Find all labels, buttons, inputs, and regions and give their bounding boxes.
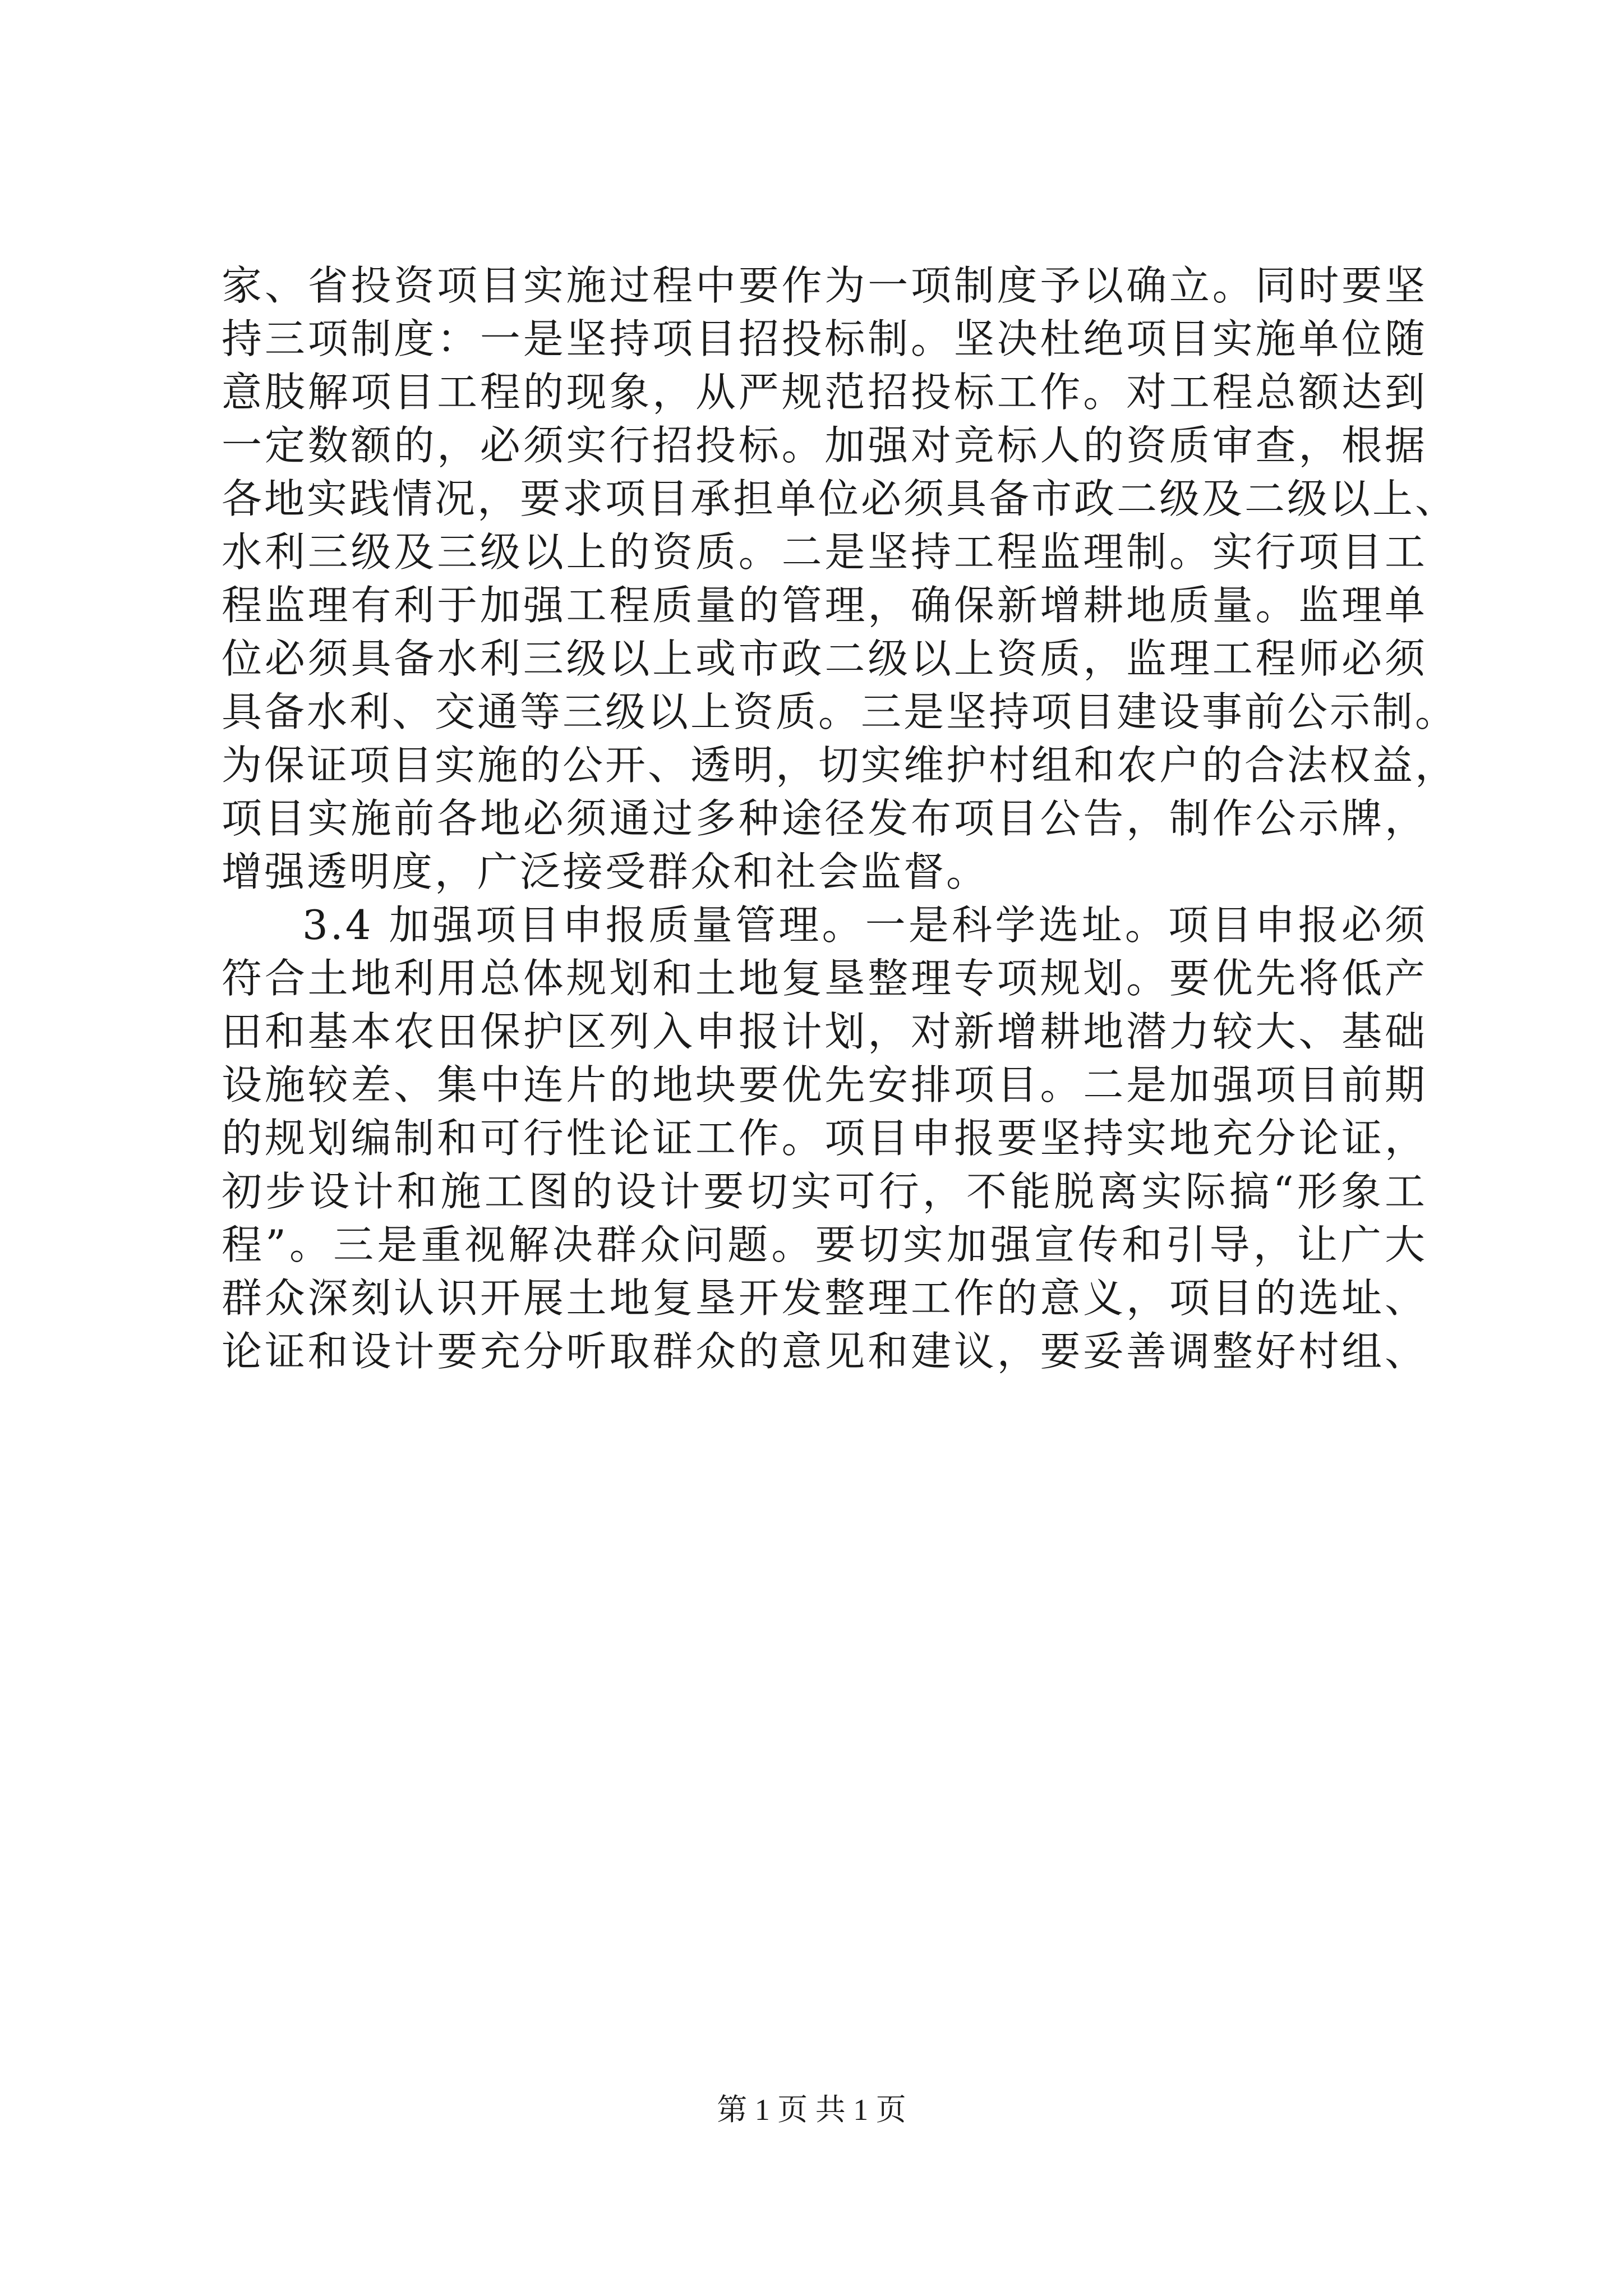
paragraph-1-line-8: 位必须具备水利三级以上或市政二级以上资质，监理工程师必须 <box>222 635 1427 682</box>
paragraph-2-line-9: 论证和设计要充分听取群众的意见和建议，要妥善调整好村组、 <box>222 1328 1427 1375</box>
paragraph-2-line-6: 初步设计和施工图的设计要切实可行，不能脱离实际搞“形象工 <box>222 1168 1427 1215</box>
paragraph-1-line-2: 持三项制度：一是坚持项目招投标制。坚决杜绝项目实施单位随 <box>222 315 1427 362</box>
paragraph-2-line-8: 群众深刻认识开展土地复垦开发整理工作的意义，项目的选址、 <box>222 1274 1427 1322</box>
paragraph-2-line-5: 的规划编制和可行性论证工作。项目申报要坚持实地充分论证， <box>222 1115 1427 1162</box>
paragraph-2-line-1: 3.4 加强项目申报质量管理。一是科学选址。项目申报必须 <box>302 901 1427 949</box>
paragraph-2-line-4: 设施较差、集中连片的地块要优先安排项目。二是加强项目前期 <box>222 1061 1427 1108</box>
paragraph-1-line-4: 一定数额的，必须实行招投标。加强对竞标人的资质审查，根据 <box>222 422 1427 469</box>
paragraph-1-line-9: 具备水利、交通等三级以上资质。三是坚持项目建设事前公示制。 <box>222 688 1458 735</box>
page-number-indicator: 第 1 页 共 1 页 <box>717 2093 906 2127</box>
page-footer <box>0 2090 1623 2129</box>
paragraph-2-line-7: 程”。三是重视解决群众问题。要切实加强宣传和引导，让广大 <box>222 1221 1427 1268</box>
paragraph-2-line-2: 符合土地利用总体规划和土地复垦整理专项规划。要优先将低产 <box>222 955 1427 1002</box>
paragraph-1-line-11: 项目实施前各地必须通过多种途径发布项目公告，制作公示牌， <box>222 795 1427 842</box>
document-body <box>222 259 1458 1378</box>
paragraph-1-line-7: 程监理有利于加强工程质量的管理，确保新增耕地质量。监理单 <box>222 582 1427 629</box>
paragraph-2-line-3: 田和基本农田保护区列入申报计划，对新增耕地潜力较大、基础 <box>222 1008 1427 1055</box>
paragraph-1-line-10: 为保证项目实施的公开、透明，切实维护村组和农户的合法权益， <box>222 742 1458 789</box>
paragraph-1-line-3: 意肢解项目工程的现象，从严规范招投标工作。对工程总额达到 <box>222 369 1427 416</box>
paragraph-1-line-6: 水利三级及三级以上的资质。二是坚持工程监理制。实行项目工 <box>222 528 1427 576</box>
paragraph-1-line-5: 各地实践情况，要求项目承担单位必须具备市政二级及二级以上、 <box>222 475 1458 522</box>
paragraph-1-line-1: 家、省投资项目实施过程中要作为一项制度予以确立。同时要坚 <box>222 262 1427 309</box>
paragraph-1-line-12: 增强透明度，广泛接受群众和社会监督。 <box>222 848 989 895</box>
